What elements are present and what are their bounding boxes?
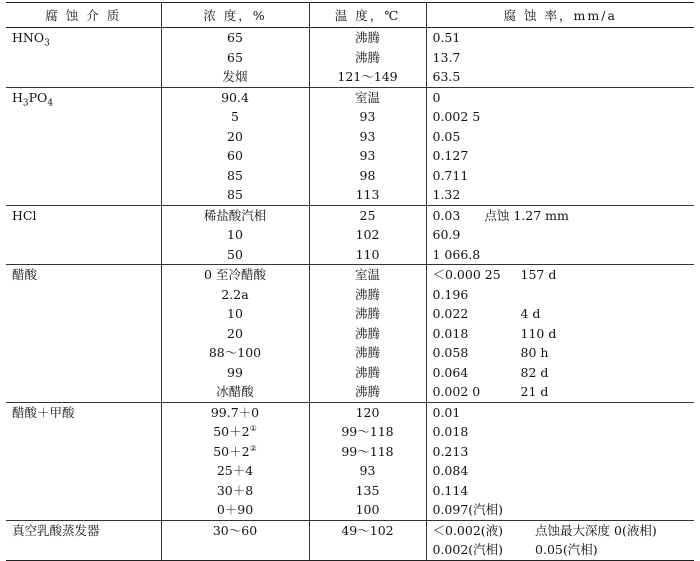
medium-tail: PO: [28, 89, 48, 105]
medium-base: 醋酸＋甲酸: [12, 404, 75, 420]
rate-cell: [426, 245, 694, 265]
temperature-cell: 93: [309, 146, 426, 166]
table-row: [6, 87, 694, 107]
rate-note: 82 d: [520, 364, 549, 380]
concentration-cell: [161, 245, 309, 265]
concentration-value: 25＋4: [216, 463, 254, 479]
table-row: [6, 363, 694, 383]
rate-value: 0.058: [432, 345, 469, 361]
header-medium: 腐 蚀 介 质: [6, 3, 161, 28]
concentration-value: 0 至冷醋酸: [204, 267, 266, 283]
temperature-cell: 沸腾: [309, 48, 426, 68]
table-row: [6, 225, 694, 245]
concentration-value: 85: [227, 187, 243, 203]
concentration-value: 50＋2: [213, 443, 250, 459]
temperature-cell: 沸腾: [309, 382, 426, 402]
concentration-cell: [161, 324, 309, 344]
medium-cell: [6, 225, 161, 245]
concentration-cell: [161, 265, 309, 285]
concentration-cell: [161, 285, 309, 305]
medium-cell: [6, 481, 161, 501]
table-row: [6, 540, 694, 560]
medium-cell: [6, 422, 161, 442]
temperature-cell: 沸腾: [309, 324, 426, 344]
table-row: [6, 304, 694, 324]
table-row: [6, 185, 694, 205]
concentration-cell: [161, 540, 309, 560]
table-row: [6, 442, 694, 462]
medium-cell: [6, 87, 161, 107]
rate-cell: [426, 324, 694, 344]
rate-cell: [426, 166, 694, 186]
temperature-cell: 沸腾: [309, 285, 426, 305]
concentration-cell: [161, 402, 309, 422]
concentration-cell: [161, 146, 309, 166]
rate-value: 0.002 0: [432, 384, 481, 400]
table-row: [6, 285, 694, 305]
table-row: [6, 500, 694, 520]
medium-base: 醋酸: [12, 267, 38, 283]
rate-value: 0.05: [432, 128, 461, 144]
medium-cell: [6, 343, 161, 363]
concentration-cell: [161, 225, 309, 245]
rate-value: 0.097(汽相): [432, 502, 504, 518]
concentration-cell: [161, 442, 309, 462]
concentration-value: 50＋2: [213, 424, 250, 440]
rate-value: 60.9: [432, 227, 461, 243]
rate-value: 0: [432, 89, 441, 105]
rate-value: ＜0.002(液): [432, 522, 504, 538]
concentration-value: 10: [227, 306, 243, 322]
medium-cell: [6, 185, 161, 205]
concentration-value: 30～60: [212, 522, 258, 538]
medium-cell: [6, 540, 161, 560]
rate-cell: [426, 185, 694, 205]
rate-note: 21 d: [520, 384, 549, 400]
temperature-cell: 93: [309, 461, 426, 481]
concentration-value: 85: [227, 167, 243, 183]
medium-sub: 3: [44, 38, 50, 48]
rate-value: 0.114: [432, 482, 469, 498]
temperature-cell: 室温: [309, 87, 426, 107]
rate-cell: [426, 382, 694, 402]
footnote-mark: ①: [249, 424, 257, 434]
concentration-cell: [161, 127, 309, 147]
concentration-cell: [161, 343, 309, 363]
table-row: [6, 28, 694, 48]
medium-sub2: 4: [47, 98, 54, 107]
rate-value: 0.022: [432, 306, 469, 322]
medium-cell: [6, 363, 161, 383]
concentration-value: 99: [227, 364, 243, 380]
concentration-cell: [161, 185, 309, 205]
rate-note: 110 d: [520, 325, 557, 341]
rate-cell: [426, 87, 694, 107]
rate-cell: [426, 500, 694, 520]
temperature-cell: 49～102: [309, 520, 426, 540]
concentration-value: 2.2a: [221, 286, 249, 302]
rate-note: 点蚀 1.27 mm: [484, 207, 569, 223]
medium-cell: [6, 127, 161, 147]
table-row: [6, 205, 694, 225]
footnote-mark: ②: [249, 443, 257, 453]
temperature-cell: 102: [309, 225, 426, 245]
rate-cell: [426, 285, 694, 305]
table-row: [6, 402, 694, 422]
concentration-cell: [161, 87, 309, 107]
medium-base: H: [12, 89, 23, 105]
table-row: [6, 343, 694, 363]
concentration-cell: [161, 205, 309, 225]
table-row: [6, 245, 694, 265]
temperature-cell: 135: [309, 481, 426, 501]
medium-base: 真空乳酸蒸发器: [12, 522, 100, 538]
concentration-value: 30＋8: [216, 482, 254, 498]
medium-base: HCl: [12, 207, 37, 223]
medium-sub: 3: [22, 98, 29, 107]
temperature-cell: 120: [309, 402, 426, 422]
medium-cell: [6, 285, 161, 305]
concentration-value: 60: [227, 148, 243, 164]
rate-cell: [426, 481, 694, 501]
rate-cell: [426, 48, 694, 68]
temperature-cell: 93: [309, 127, 426, 147]
rate-cell: [426, 304, 694, 324]
rate-value: 0.711: [432, 167, 469, 183]
rate-cell: [426, 422, 694, 442]
rate-cell: [426, 343, 694, 363]
rate-cell: [426, 442, 694, 462]
rate-cell: [426, 146, 694, 166]
concentration-cell: [161, 382, 309, 402]
concentration-cell: [161, 500, 309, 520]
rate-cell: [426, 265, 694, 285]
rate-cell: [426, 363, 694, 383]
table-row: [6, 382, 694, 402]
medium-cell: [6, 245, 161, 265]
medium-cell: [6, 107, 161, 127]
concentration-cell: [161, 67, 309, 87]
table-row: [6, 67, 694, 87]
medium-cell: [6, 324, 161, 344]
medium-base: HNO: [12, 30, 45, 46]
concentration-value: 10: [227, 227, 243, 243]
rate-value: 0.018: [432, 424, 469, 440]
table-row: [6, 461, 694, 481]
rate-cell: [426, 225, 694, 245]
medium-cell: [6, 205, 161, 225]
rate-value: ＜0.000 25: [432, 267, 501, 283]
medium-cell: [6, 520, 161, 540]
rate-cell: [426, 127, 694, 147]
table-row: [6, 265, 694, 285]
temperature-cell: 99～118: [309, 422, 426, 442]
rate-note: 157 d: [520, 267, 557, 283]
concentration-value: 稀盐酸汽相: [203, 207, 267, 223]
table-row: [6, 422, 694, 442]
rate-note: 点蚀最大深度 0(液相): [535, 522, 657, 538]
concentration-cell: [161, 422, 309, 442]
temperature-cell: 100: [309, 500, 426, 520]
header-row: [6, 3, 694, 28]
concentration-value: 5: [231, 109, 239, 125]
temperature-cell: 121～149: [309, 67, 426, 87]
concentration-cell: [161, 304, 309, 324]
rate-value: 0.03: [432, 207, 461, 223]
rate-cell: [426, 402, 694, 422]
rate-value: 0.51: [432, 30, 461, 46]
concentration-value: 发烟: [222, 69, 248, 85]
rate-value: 0.002 5: [432, 109, 481, 125]
rate-value: 0.01: [432, 404, 461, 420]
medium-cell: [6, 28, 161, 48]
rate-value: 63.5: [432, 69, 461, 85]
rate-cell: [426, 107, 694, 127]
medium-cell: [6, 461, 161, 481]
temperature-cell: 沸腾: [309, 304, 426, 324]
temperature-cell: 98: [309, 166, 426, 186]
medium-cell: [6, 500, 161, 520]
header-concentration: 浓 度，%: [161, 3, 309, 28]
concentration-value: 0＋90: [216, 502, 254, 518]
rate-note: 4 d: [520, 306, 541, 322]
rate-value: 0.213: [432, 443, 469, 459]
rate-value: 0.196: [432, 286, 469, 302]
rate-value: 0.064: [432, 364, 469, 380]
concentration-cell: [161, 520, 309, 540]
medium-cell: [6, 265, 161, 285]
rate-cell: [426, 67, 694, 87]
concentration-cell: [161, 363, 309, 383]
concentration-cell: [161, 107, 309, 127]
rate-cell: [426, 205, 694, 225]
temperature-cell: 沸腾: [309, 363, 426, 383]
medium-cell: [6, 67, 161, 87]
temperature-cell: 113: [309, 185, 426, 205]
header-temperature: 温 度，℃: [309, 3, 426, 28]
temperature-cell: 室温: [309, 265, 426, 285]
medium-cell: [6, 146, 161, 166]
temperature-cell: 110: [309, 245, 426, 265]
rate-cell: [426, 520, 694, 540]
table-row: [6, 146, 694, 166]
concentration-value: 65: [227, 49, 243, 65]
concentration-cell: [161, 28, 309, 48]
rate-note: 0.05(汽相): [535, 542, 598, 558]
table-row: [6, 166, 694, 186]
concentration-cell: [161, 481, 309, 501]
concentration-value: 冰醋酸: [216, 384, 254, 400]
table-row: [6, 107, 694, 127]
rate-value: 13.7: [432, 49, 461, 65]
rate-cell: [426, 28, 694, 48]
medium-cell: [6, 402, 161, 422]
concentration-cell: [161, 48, 309, 68]
temperature-cell: 93: [309, 107, 426, 127]
table-row: [6, 520, 694, 540]
rate-value: 0.002(汽相): [432, 542, 504, 558]
table-row: [6, 324, 694, 344]
rate-value: 0.084: [432, 463, 469, 479]
concentration-value: 90.4: [221, 89, 249, 105]
table-row: [6, 127, 694, 147]
rate-value: 1 066.8: [432, 246, 481, 262]
temperature-cell: [309, 540, 426, 560]
corrosion-table: [6, 2, 694, 561]
temperature-cell: 沸腾: [309, 28, 426, 48]
medium-cell: [6, 304, 161, 324]
temperature-cell: 25: [309, 205, 426, 225]
rate-cell: [426, 461, 694, 481]
concentration-cell: [161, 166, 309, 186]
rate-value: 1.32: [432, 187, 461, 203]
concentration-cell: [161, 461, 309, 481]
medium-cell: [6, 382, 161, 402]
rate-value: 0.127: [432, 148, 469, 164]
temperature-cell: 99～118: [309, 442, 426, 462]
rate-cell: [426, 540, 694, 560]
header-rate: 腐 蚀 率，mm/a: [426, 3, 694, 28]
medium-cell: [6, 442, 161, 462]
temperature-cell: 沸腾: [309, 343, 426, 363]
table-row: [6, 481, 694, 501]
concentration-value: 88～100: [208, 345, 262, 361]
concentration-value: 65: [227, 30, 243, 46]
table-body: [6, 28, 694, 561]
rate-note: 80 h: [520, 345, 549, 361]
concentration-value: 20: [227, 325, 243, 341]
table-row: [6, 48, 694, 68]
concentration-value: 50: [227, 246, 243, 262]
medium-cell: [6, 48, 161, 68]
concentration-value: 99.7＋0: [210, 404, 260, 420]
rate-value: 0.018: [432, 325, 469, 341]
medium-cell: [6, 166, 161, 186]
concentration-value: 20: [227, 128, 243, 144]
